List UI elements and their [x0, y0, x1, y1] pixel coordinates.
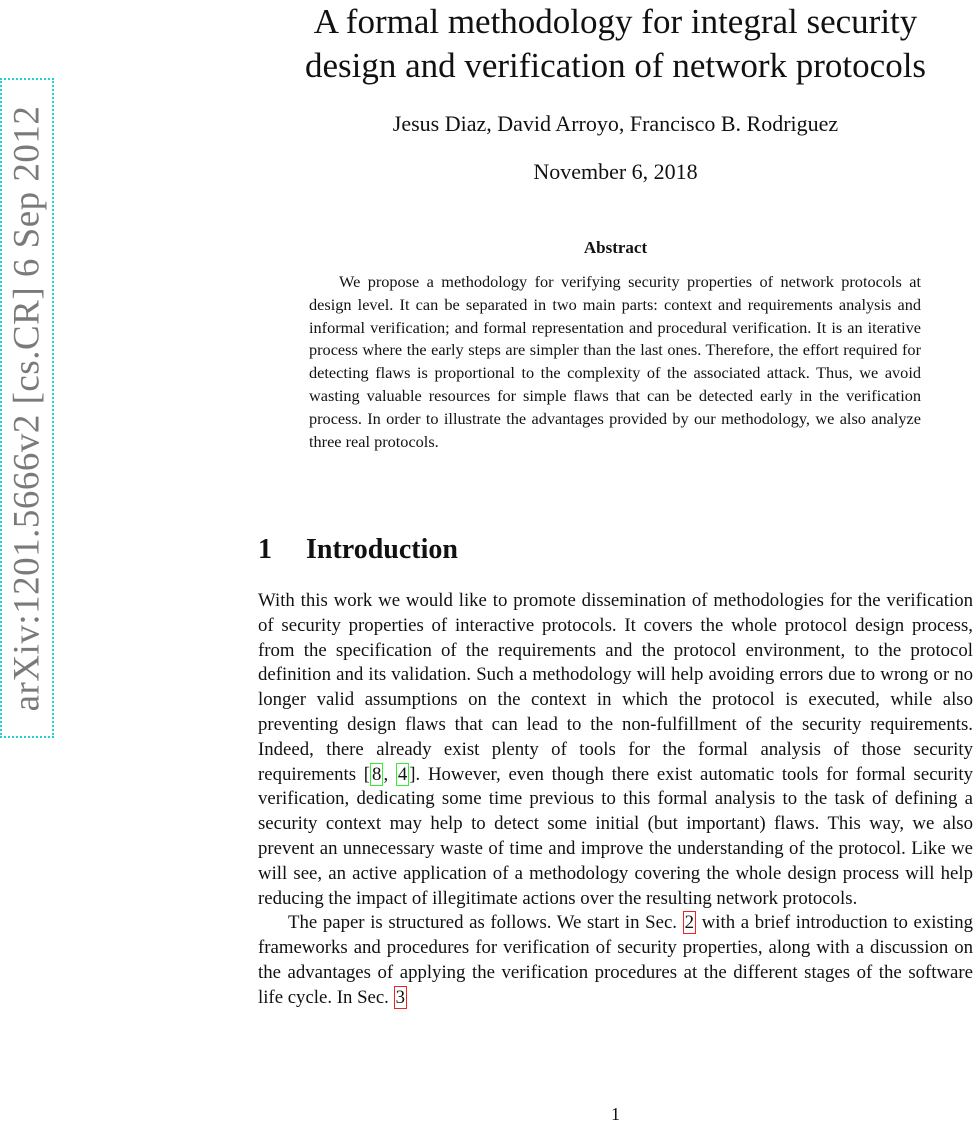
paper-date: November 6, 2018 — [533, 159, 698, 184]
citation-link[interactable]: 8 — [372, 763, 382, 785]
abstract-heading: Abstract — [583, 238, 648, 257]
paragraph-text: The paper is structured as follows. We start in Sec. — [288, 912, 683, 934]
introduction-body — [258, 589, 973, 1011]
section-heading-introduction — [258, 534, 458, 566]
title-line-1: A formal methodology for integral security — [313, 2, 918, 41]
section-reference-link[interactable]: 3 — [395, 986, 405, 1008]
arxiv-stamp[interactable] — [0, 78, 54, 738]
title-line-2: design and verification of network protocols — [304, 46, 927, 85]
section-number: 1 — [258, 534, 272, 565]
citation-separator: , — [383, 763, 396, 785]
abstract-text: We propose a methodology for verifying security properties of network protocols at design level. It can be separated in two main parts: context and requirements analysis and informal verification; and formal representation and procedural verification. It is an iterative process where the early steps are simpler than the last ones. Therefore, the effort required for detecting flaws is proportional to the complexity of the associated attack. Thus, we avoid wasting valuable resources for simple flaws that can be detected early in the verification process. In order to illustrate the advantages provided by our methodology, we also analyze three real protocols. — [309, 272, 921, 451]
paragraph-text: with a brief introduction to existing frameworks and procedures for verification of security properties, along with a discussion on the advantages of applying the verification procedures at the different stages of the software life cycle. In Sec. — [258, 912, 973, 1008]
section-reference-link[interactable]: 2 — [684, 912, 695, 934]
paragraph-text: ]. However, even though there exist automatic tools for formal security verification, dedicating some time previous to this formal analysis to the task of defining a security context may help to detect some initial (but important) flaws. This way, we also prevent an unnecessary waste of time and improve the understanding of the protocol. Like we will see, an active application of a methodology covering the whole design process will help reducing the impact of illegitimate actions over the resulting network protocols. — [258, 763, 973, 909]
citation-link[interactable]: 4 — [397, 763, 408, 785]
paragraph — [258, 911, 973, 1010]
paragraph — [258, 589, 973, 911]
author-list: Jesus Diaz, David Arroyo, Francisco B. Rodriguez — [392, 111, 839, 136]
section-title: Introduction — [306, 534, 458, 565]
page-number: 1 — [611, 1104, 620, 1124]
paragraph-text: With this work we would like to promote dissemination of methodologies for the verification of security properties of interactive protocols. It covers the whole protocol design process, from the specification of the requirements and the protocol environment, to the protocol definition and its validation. Such a methodology will help avoiding errors due to wrong or no longer valid assumptions on the context in which the protocol is executed, while also preventing design flaws that can lead to the non-fulfillment of the security requirements. Indeed, there already exist plenty of tools for the formal analysis of those security requirements [ — [258, 590, 973, 785]
arxiv-identifier: arXiv:1201.5666v2 [cs.CR] 6 Sep 2012 — [6, 105, 48, 711]
paper-title — [258, 0, 973, 88]
